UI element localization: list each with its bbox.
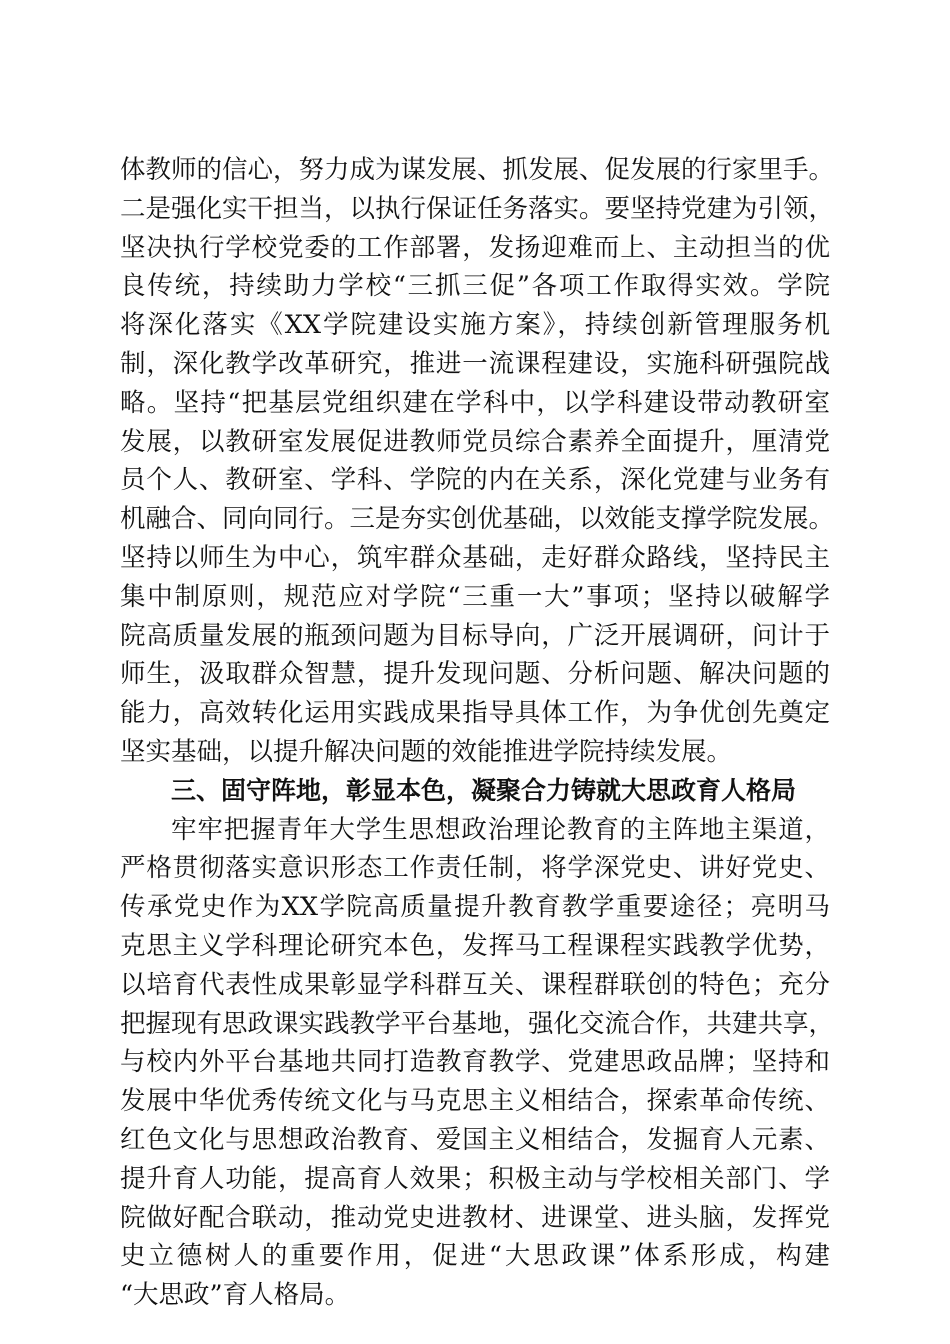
section-paragraph (120, 811, 835, 1315)
document-body (120, 151, 835, 1315)
text-line: 二是强化实干担当，以执行保证任务落实。要坚持党建为引领， (120, 193, 835, 224)
text-line: 史立德树人的重要作用，促进“大思政课”体系形成，构建 (120, 1241, 830, 1272)
text-line: 发展，以教研室发展促进教师党员综合素养全面提升，厘清党 (120, 426, 830, 457)
text-line: 坚决执行学校党委的工作部署，发扬迎难而上、主动担当的优 (120, 232, 830, 263)
text-line: 将深化落实《XX学院建设实施方案》，持续创新管理服务机 (120, 310, 830, 341)
text-line: 院做好配合联动，推动党史进教材、进课堂、进头脑，发挥党 (120, 1202, 830, 1233)
text-line: 坚实基础，以提升解决问题的效能推进学院持续发展。 (120, 736, 733, 767)
text-line: 集中制原则，规范应对学院“三重一大”事项；坚持以破解学 (120, 581, 830, 612)
section-heading: 三、固守阵地，彰显本色，凝聚合力铸就大思政育人格局 (171, 775, 797, 805)
text-line: “大思政”育人格局。 (120, 1280, 351, 1311)
text-line: 制，深化教学改革研究，推进一流课程建设，实施科研强院战 (120, 348, 830, 379)
continued-paragraph (120, 151, 835, 772)
text-line: 以培育代表性成果彰显学科群互关、课程群联创的特色；充分 (120, 969, 830, 1000)
text-line: 传承党史作为XX学院高质量提升教育教学重要途径；亮明马 (120, 892, 830, 923)
text-line: 克思主义学科理论研究本色，发挥马工程课程实践教学优势， (120, 930, 830, 961)
text-line: 与校内外平台基地共同打造教育教学、党建思政品牌；坚持和 (120, 1047, 830, 1078)
text-line: 坚持以师生为中心，筑牢群众基础，走好群众路线，坚持民主 (120, 542, 830, 573)
text-line: 严格贯彻落实意识形态工作责任制，将学深党史、讲好党史、 (120, 853, 830, 884)
text-line: 红色文化与思想政治教育、爱国主义相结合，发掘育人元素、 (120, 1124, 830, 1155)
text-line: 能力，高效转化运用实践成果指导具体工作，为争优创先奠定 (120, 698, 830, 729)
text-line: 把握现有思政课实践教学平台基地，强化交流合作，共建共享， (120, 1008, 835, 1039)
text-line: 师生，汲取群众智慧，提升发现问题、分析问题、解决问题的 (120, 659, 830, 690)
text-line: 体教师的信心，努力成为谋发展、抓发展、促发展的行家里手。 (120, 155, 835, 185)
text-line: 发展中华优秀传统文化与马克思主义相结合，探索革命传统、 (120, 1086, 830, 1117)
text-line: 牢牢把握青年大学生思想政治理论教育的主阵地主渠道， (171, 814, 830, 845)
text-line: 机融合、同向同行。三是夯实创优基础，以效能支撑学院发展。 (120, 504, 835, 535)
text-line: 提升育人功能，提高育人效果；积极主动与学校相关部门、学 (120, 1163, 830, 1194)
text-line: 院高质量发展的瓶颈问题为目标导向，广泛开展调研，问计于 (120, 620, 830, 651)
text-line: 略。坚持“把基层党组织建在学科中，以学科建设带动教研室 (120, 387, 830, 418)
text-line: 良传统，持续助力学校“三抓三促”各项工作取得实效。学院 (120, 271, 830, 302)
text-line: 员个人、教研室、学科、学院的内在关系，深化党建与业务有 (120, 465, 830, 496)
